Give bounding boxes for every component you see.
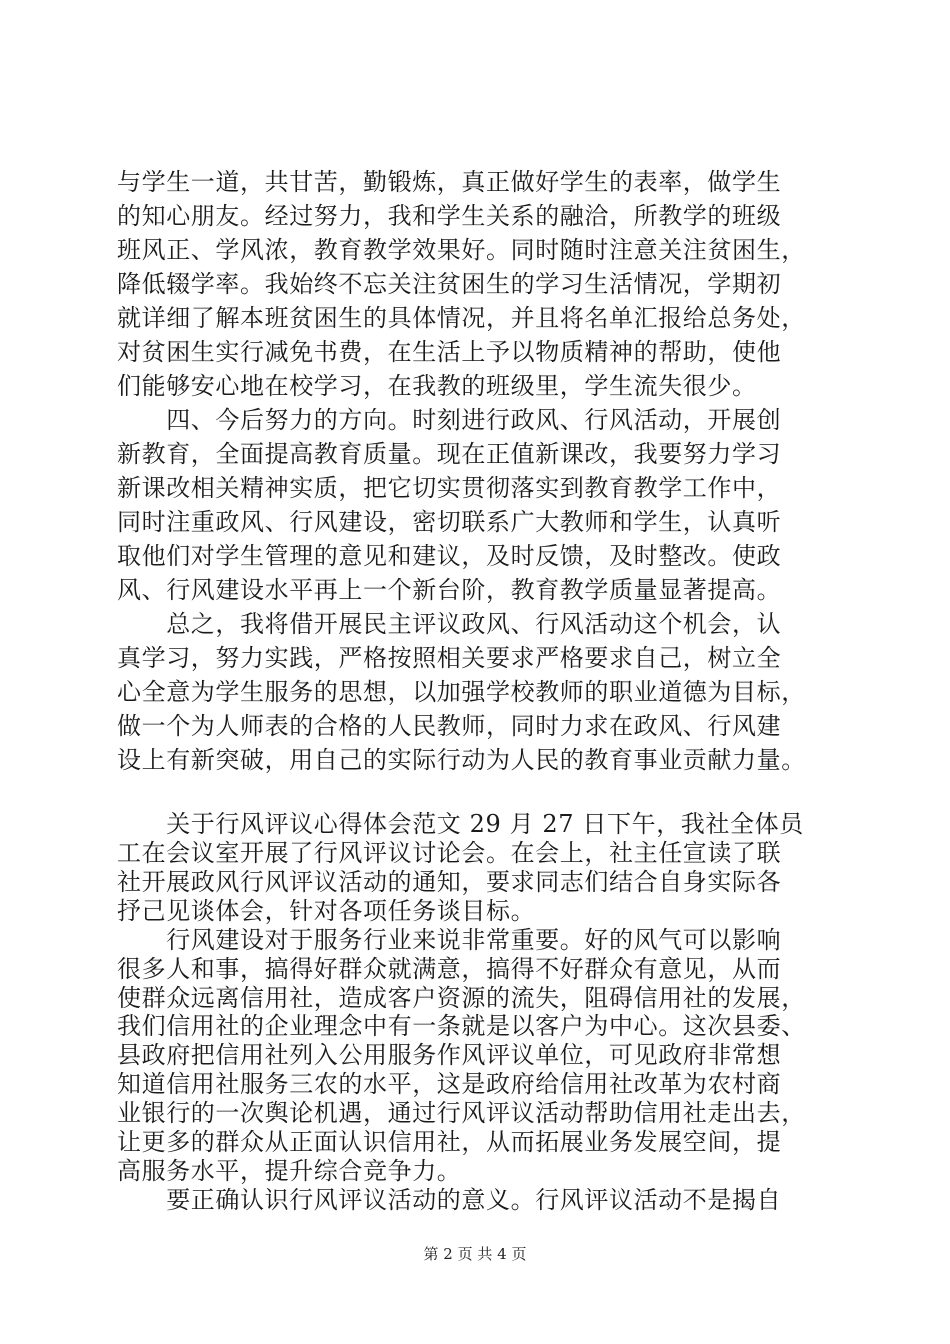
text-line: 使群众远离信用社，造成客户资源的流失，阻碍信用社的发展，: [117, 984, 806, 1012]
text-line: 工在会议室开展了行风评议讨论会。在会上，社主任宣读了联: [117, 839, 782, 867]
text-line: 新课改相关精神实质，把它切实贯彻落实到教育教学工作中，: [117, 474, 782, 502]
text-line: 很多人和事，搞得好群众就满意，搞得不好群众有意见，从而: [117, 955, 782, 983]
text-line: 的知心朋友。经过努力，我和学生关系的融洽，所教学的班级: [117, 202, 782, 230]
text-line: 总之，我将借开展民主评议政风、行风活动这个机会，认: [117, 610, 782, 638]
text-line: 班风正、学风浓，教育教学效果好。同时随时注意关注贫困生，: [117, 236, 806, 264]
text-line: 关于行风评议心得体会范文 29 月 27 日下午，我社全体员: [117, 810, 804, 838]
text-line: 四、今后努力的方向。时刻进行政风、行风活动，开展创: [117, 406, 782, 434]
page-number-footer: 第 2 页 共 4 页: [423, 1245, 527, 1263]
text-line: 知道信用社服务三农的水平，这是政府给信用社改革为农村商: [117, 1070, 782, 1098]
text-line: 社开展政风行风评议活动的通知，要求同志们结合自身实际各: [117, 868, 782, 896]
text-line: 新教育，全面提高教育质量。现在正值新课改，我要努力学习: [117, 440, 782, 468]
text-line: 我们信用社的企业理念中有一条就是以客户为中心。这次县委、: [117, 1012, 806, 1040]
text-line: 们能够安心地在校学习，在我教的班级里，学生流失很少。: [117, 372, 757, 400]
text-line: 就详细了解本班贫困生的具体情况，并且将名单汇报给总务处，: [117, 304, 806, 332]
text-line: 真学习，努力实践，严格按照相关要求严格要求自己，树立全: [117, 644, 782, 672]
text-line: 业银行的一次舆论机遇，通过行风评议活动帮助信用社走出去，: [117, 1099, 806, 1127]
text-line: 同时注重政风、行风建设，密切联系广大教师和学生，认真听: [117, 508, 782, 536]
text-line: 取他们对学生管理的意见和建议，及时反馈，及时整改。使政: [117, 542, 782, 570]
text-line: 做一个为人师表的合格的人民教师，同时力求在政风、行风建: [117, 712, 782, 740]
text-line: 对贫困生实行减免书费，在生活上予以物质精神的帮助，使他: [117, 338, 782, 366]
text-line: 设上有新突破，用自己的实际行动为人民的教育事业贡献力量。: [117, 746, 806, 774]
text-line: 行风建设对于服务行业来说非常重要。好的风气可以影响: [117, 926, 782, 954]
text-line: 与学生一道，共甘苦，勤锻炼，真正做好学生的表率，做学生: [117, 168, 782, 196]
text-line: 高服务水平，提升综合竞争力。: [117, 1157, 462, 1185]
text-line: 县政府把信用社列入公用服务作风评议单位，可见政府非常想: [117, 1041, 782, 1069]
text-line: 抒己见谈体会，针对各项任务谈目标。: [117, 897, 536, 925]
text-line: 要正确认识行风评议活动的意义。行风评议活动不是揭自: [117, 1186, 782, 1214]
text-line: 心全意为学生服务的思想，以加强学校教师的职业道德为目标，: [117, 678, 806, 706]
text-line: 风、行风建设水平再上一个新台阶，教育教学质量显著提高。: [117, 576, 782, 604]
text-line: 降低辍学率。我始终不忘关注贫困生的学习生活情况，学期初: [117, 270, 782, 298]
text-line: 让更多的群众从正面认识信用社，从而拓展业务发展空间，提: [117, 1128, 782, 1156]
